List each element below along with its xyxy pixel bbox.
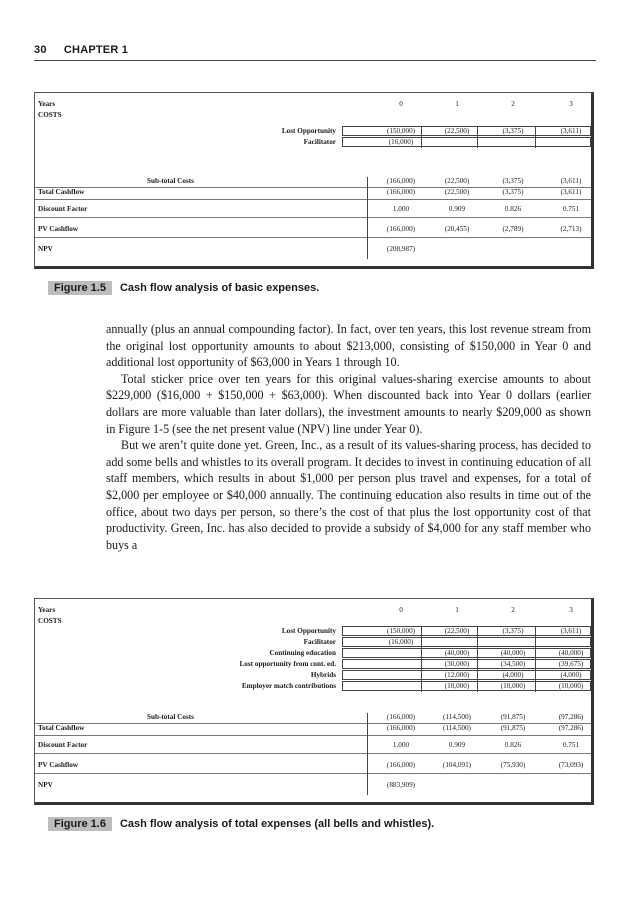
year-column-header: 2 xyxy=(511,606,515,614)
cost-cell: (10,000) xyxy=(500,682,526,690)
discount-factor-cell: 1.000 xyxy=(392,205,410,213)
subtotal-cell: (166,000) xyxy=(386,713,416,721)
cost-cell: (40,000) xyxy=(444,649,470,657)
year-column-header: 2 xyxy=(511,100,515,108)
running-header xyxy=(34,44,128,56)
row-divider xyxy=(35,753,591,754)
cost-row-label: Lost Opportunity xyxy=(281,627,336,635)
year-column-header: 3 xyxy=(569,100,573,108)
value-area-rule xyxy=(367,713,368,795)
pv-cashflow-cell: (73,093) xyxy=(558,761,584,769)
row-divider xyxy=(35,217,591,218)
total-cashflow-label: Total Cashflow xyxy=(38,724,85,732)
cost-cell: (16,000) xyxy=(388,138,414,146)
cost-cell: (16,000) xyxy=(388,638,414,646)
subtotal-cell: (97,286) xyxy=(558,713,584,721)
cost-cell: (34,500) xyxy=(500,660,526,668)
discount-factor-cell: 0.909 xyxy=(448,205,466,213)
discount-factor-cell: 0.909 xyxy=(448,741,466,749)
cost-cell: (150,000) xyxy=(386,627,416,635)
figure-1-5-table xyxy=(34,92,594,269)
cost-cell: (10,000) xyxy=(444,682,470,690)
pv-cashflow-cell: (166,000) xyxy=(386,225,416,233)
years-header: Years xyxy=(38,606,56,614)
costs-header: COSTS xyxy=(38,617,62,625)
pv-cashflow-cell: (20,455) xyxy=(444,225,470,233)
cost-row-label: Continuing education xyxy=(269,649,336,657)
total-cashflow-cell: (3,375) xyxy=(502,188,524,196)
year-column-header: 1 xyxy=(455,100,459,108)
row-divider xyxy=(35,735,591,736)
figure-1-5-caption-text: Cash flow analysis of basic expenses. xyxy=(119,282,320,294)
cost-cell: (4,000) xyxy=(502,671,524,679)
cost-cell: (22,500) xyxy=(444,127,470,135)
subtotal-cell: (114,500) xyxy=(443,713,471,721)
subtotal-cell: (91,875) xyxy=(500,713,526,721)
cost-cell: (40,000) xyxy=(500,649,526,657)
row-divider xyxy=(35,237,591,238)
column-separator xyxy=(535,626,536,692)
figure-1-6-caption xyxy=(48,817,434,831)
years-header: Years xyxy=(38,100,56,108)
year-column-header: 0 xyxy=(399,100,403,108)
paragraph: annually (plus an annual compounding factor). In fact, over ten years, this lost revenue stream from the original lost opportunity amounts to about $213,000, consisting of $150,000 in Year 0 and additional lost opportunity of $63,000 in Years 1 through 10. xyxy=(106,322,591,370)
year-column-header: 0 xyxy=(399,606,403,614)
discount-factor-cell: 0.751 xyxy=(562,741,580,749)
npv-cell: (883,909) xyxy=(386,781,416,789)
npv-cell: (208,987) xyxy=(386,245,416,253)
row-divider xyxy=(35,199,591,200)
cost-row-label: Employer match contributions xyxy=(241,682,336,690)
subtotal-label: Sub-total Costs xyxy=(147,177,194,185)
pv-cashflow-cell: (104,091) xyxy=(442,761,472,769)
column-separator xyxy=(477,626,478,692)
paragraph: Total sticker price over ten years for this original values-sharing exercise amounts to about $229,000 ($16,000 + $150,000 + $63,000). When discounted back into Year 0 dollars (earlier dollars are more valuable than later dollars), the investment amounts to nearly $209,000 as shown in Figure 1-5 (see the net present value (NPV) line under Year 0). xyxy=(106,371,591,436)
total-cashflow-cell: (22,500) xyxy=(444,188,470,196)
cost-cell: (4,000) xyxy=(560,671,582,679)
total-cashflow-label: Total Cashflow xyxy=(38,188,85,196)
total-cashflow-cell: (91,875) xyxy=(500,724,526,732)
column-separator xyxy=(421,126,422,148)
cost-cell: (12,000) xyxy=(444,671,470,679)
npv-label: NPV xyxy=(38,245,53,253)
pv-cashflow-cell: (166,000) xyxy=(386,761,416,769)
total-cashflow-cell: (166,000) xyxy=(386,724,416,732)
paragraph: But we aren’t quite done yet. Green, Inc., as a result of its values-sharing process, has decided to add some bells and whistles to its overall program. It decides to invest in continuing education of all staff members, which results in about $1,000 per person plus travel and expenses, for a total of $2,000 per employee or $40,000 annually. The continuing education also results in time out of the office, about two days per person, so there’s the cost of that plus the lost opportunity cost of that productivity. Green, Inc. has also decided to provide a subsidy of $4,000 for any staff member who buys a xyxy=(106,438,591,552)
cost-row-label: Hybrids xyxy=(310,671,336,679)
cost-cell: (22,500) xyxy=(444,627,470,635)
pv-cashflow-cell: (2,713) xyxy=(560,225,582,233)
cost-row-label: Facilitator xyxy=(303,138,336,146)
chapter-label: CHAPTER 1 xyxy=(63,44,129,56)
total-cashflow-cell: (166,000) xyxy=(386,188,416,196)
discount-factor-cell: 0.826 xyxy=(504,205,522,213)
subtotal-cell: (3,611) xyxy=(560,177,582,185)
discount-factor-label: Discount Factor xyxy=(38,741,88,749)
cost-cell: (150,000) xyxy=(386,127,416,135)
value-area-rule xyxy=(367,177,368,259)
pv-cashflow-label: PV Cashflow xyxy=(38,225,79,233)
cost-row-label: Lost Opportunity xyxy=(281,127,336,135)
figure-1-6-tag: Figure 1.6 xyxy=(48,817,112,831)
column-separator xyxy=(535,126,536,148)
row-divider xyxy=(35,773,591,774)
discount-factor-cell: 0.751 xyxy=(562,205,580,213)
cost-cell: (3,375) xyxy=(502,127,524,135)
subtotal-cell: (166,000) xyxy=(386,177,416,185)
cost-row-label: Lost opportunity from cont. ed. xyxy=(239,660,336,668)
discount-factor-cell: 1.000 xyxy=(392,741,410,749)
body-text xyxy=(106,321,591,553)
total-cashflow-cell: (97,286) xyxy=(558,724,584,732)
subtotal-label: Sub-total Costs xyxy=(147,713,194,721)
year-column-header: 1 xyxy=(455,606,459,614)
column-separator xyxy=(421,626,422,692)
total-cashflow-cell: (3,611) xyxy=(560,188,582,196)
year-column-header: 3 xyxy=(569,606,573,614)
pv-cashflow-cell: (2,789) xyxy=(502,225,524,233)
cost-cell: (10,000) xyxy=(558,682,584,690)
cost-cell: (3,375) xyxy=(502,627,524,635)
subtotal-cell: (3,375) xyxy=(502,177,524,185)
cost-cell: (30,000) xyxy=(444,660,470,668)
figure-1-5-caption xyxy=(48,281,319,295)
costs-header: COSTS xyxy=(38,111,62,119)
header-rule xyxy=(34,60,596,61)
pv-cashflow-label: PV Cashflow xyxy=(38,761,79,769)
npv-label: NPV xyxy=(38,781,53,789)
figure-1-6-caption-text: Cash flow analysis of total expenses (all bells and whistles). xyxy=(119,818,435,830)
cost-row-label: Facilitator xyxy=(303,638,336,646)
cost-cell: (3,611) xyxy=(560,627,582,635)
discount-factor-cell: 0.826 xyxy=(504,741,522,749)
figure-1-5-tag: Figure 1.5 xyxy=(48,281,112,295)
column-separator xyxy=(477,126,478,148)
subtotal-cell: (22,500) xyxy=(444,177,470,185)
figure-1-6-table xyxy=(34,598,594,805)
total-cashflow-cell: (114,500) xyxy=(443,724,471,732)
cost-cell: (39,675) xyxy=(558,660,584,668)
pv-cashflow-cell: (75,930) xyxy=(500,761,526,769)
discount-factor-label: Discount Factor xyxy=(38,205,88,213)
page-number: 30 xyxy=(34,44,47,56)
cost-cell: (40,000) xyxy=(558,649,584,657)
cost-cell: (3,611) xyxy=(560,127,582,135)
